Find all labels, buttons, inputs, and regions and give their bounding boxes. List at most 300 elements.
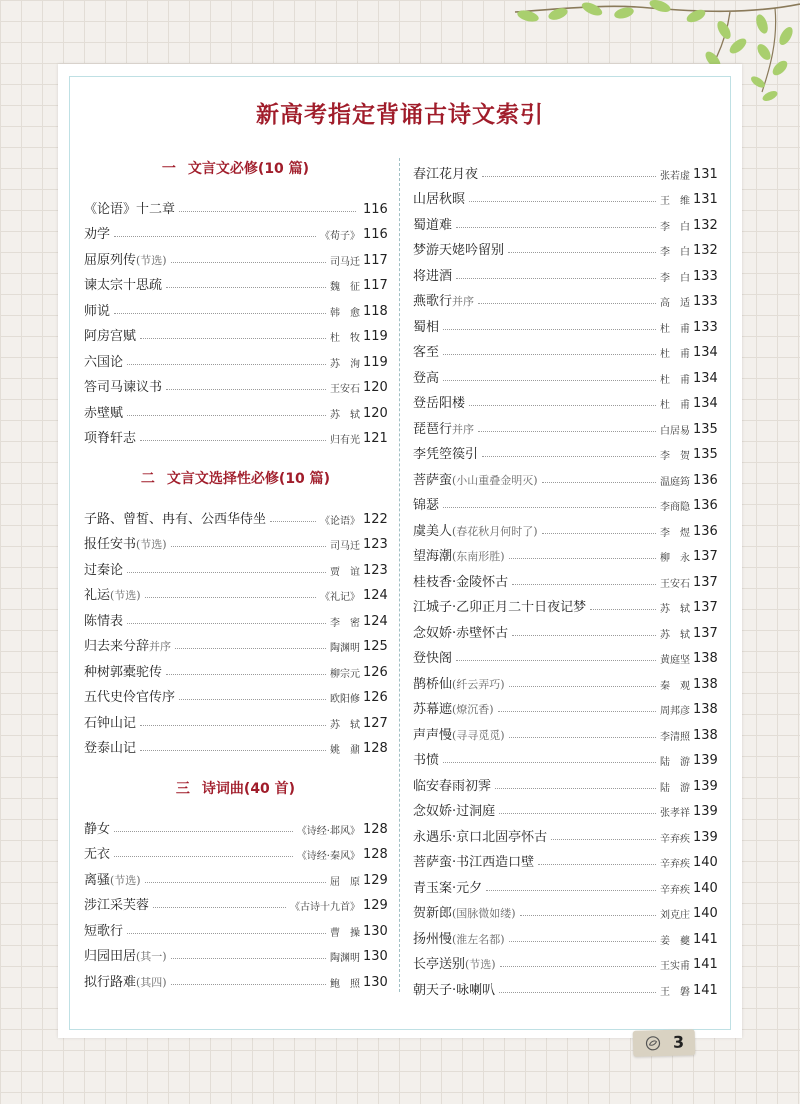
entry-author: 鲍 照 <box>330 978 360 990</box>
leader-dots <box>478 303 656 304</box>
entry-title <box>413 520 538 539</box>
entry-title-text: 梦游天姥吟留别 <box>413 243 505 258</box>
entry-title <box>84 533 167 552</box>
entry-title-text: 谏太宗十思疏 <box>84 278 163 293</box>
entry-page: 138 <box>693 651 718 666</box>
toc-entry <box>84 501 387 527</box>
entry-page: 123 <box>363 537 388 552</box>
entry-page: 137 <box>693 574 718 590</box>
entry-title-text: 五代史伶官传序 <box>84 690 176 705</box>
toc-entry <box>413 309 717 335</box>
entry-author: 李商隐 <box>660 502 690 513</box>
entry-title <box>84 843 110 862</box>
entry-author: 王 磐 <box>660 986 690 998</box>
entry-title <box>84 818 110 837</box>
leader-dots <box>127 572 326 573</box>
entry-title <box>413 188 465 207</box>
entry-title <box>84 610 123 629</box>
toc-entry <box>413 462 717 488</box>
entry-title <box>413 749 439 768</box>
entry-title <box>84 712 136 731</box>
entry-title-text: 锦瑟 <box>413 498 440 513</box>
entry-title-text: 贺新郎 <box>413 906 453 921</box>
entry-title <box>413 290 474 309</box>
toc-entry <box>413 284 717 310</box>
leader-dots <box>456 660 656 661</box>
toc-entry <box>413 845 717 871</box>
entry-title <box>413 724 505 743</box>
toc-entry <box>413 921 717 947</box>
page-number-tab <box>633 1029 696 1057</box>
entry-note: (节选) <box>136 253 167 267</box>
entry-author: 杜 甫 <box>660 400 690 411</box>
entry-page: 140 <box>693 880 718 896</box>
leader-dots <box>175 648 326 649</box>
entry-author: 李 贺 <box>660 451 690 462</box>
entry-author: 《古诗十九首》 <box>290 902 360 913</box>
entry-page: 141 <box>693 931 718 947</box>
entry-title <box>84 971 167 990</box>
entry-author: 高 适 <box>660 298 690 309</box>
toc-entry <box>84 603 387 629</box>
leader-dots <box>508 252 656 253</box>
entry-title <box>84 198 175 217</box>
leader-dots <box>443 329 656 330</box>
entry-author: 温庭筠 <box>660 476 690 488</box>
toc-entry <box>84 913 387 939</box>
leader-dots <box>127 364 326 365</box>
entry-page: 130 <box>363 923 388 939</box>
entry-title-text: 琵琶行 <box>413 421 453 437</box>
entry-title-text: 蜀道难 <box>413 217 453 233</box>
entry-page: 129 <box>363 898 388 913</box>
entry-page: 132 <box>693 217 718 233</box>
entry-title <box>413 341 439 360</box>
entry-title <box>413 851 534 870</box>
toc-entry <box>413 437 717 463</box>
entry-author: 刘克庄 <box>660 910 690 921</box>
toc-entry <box>84 293 387 319</box>
toc-entry <box>84 629 387 655</box>
entry-title <box>413 392 465 411</box>
leader-dots <box>140 338 326 339</box>
leader-dots <box>509 558 656 559</box>
entry-page: 124 <box>363 613 388 629</box>
entry-title <box>413 571 508 590</box>
toc-entry <box>413 513 717 539</box>
entry-page: 118 <box>363 303 388 319</box>
toc-entry <box>84 344 387 370</box>
entry-title-text: 虞美人 <box>413 523 453 539</box>
toc-entry <box>413 233 717 259</box>
entry-title-text: 种树郭橐驼传 <box>84 664 163 680</box>
leader-dots <box>171 546 326 547</box>
entry-title <box>84 635 171 654</box>
entry-author: 柳 永 <box>660 553 690 564</box>
entry-page: 141 <box>693 982 718 998</box>
entry-author: 李 白 <box>660 247 690 258</box>
entry-title-text: 燕歌行 <box>413 294 453 309</box>
leader-dots <box>443 507 656 508</box>
toc-entry <box>84 939 387 965</box>
leader-dots <box>145 597 316 598</box>
entry-author: 陆 游 <box>660 757 690 768</box>
entry-author: 张若虚 <box>660 170 690 182</box>
entry-title-text: 菩萨蛮·书江西造口壁 <box>413 855 535 870</box>
entry-title <box>84 351 123 370</box>
entry-title <box>413 443 478 462</box>
entry-author: 《诗经·秦风》 <box>296 851 360 862</box>
leader-dots <box>478 431 656 432</box>
toc-entry <box>413 564 717 590</box>
entry-author: 苏 轼 <box>330 719 360 731</box>
entry-page: 139 <box>693 804 718 819</box>
entry-author: 贾 谊 <box>330 566 360 578</box>
entry-title-text: 登高 <box>413 370 440 386</box>
leader-dots <box>509 686 656 687</box>
entry-title <box>84 249 167 268</box>
entry-author: 李 煜 <box>660 527 690 539</box>
entry-page: 116 <box>363 201 388 217</box>
entry-page: 119 <box>363 354 388 370</box>
entry-author: 《礼记》 <box>320 592 360 603</box>
toc-entry <box>413 870 717 896</box>
toc-entry <box>84 811 387 837</box>
entry-author: 姚 鼐 <box>330 745 360 756</box>
entry-page: 126 <box>363 690 388 705</box>
entry-author: 司马迁 <box>330 541 360 552</box>
toc-entry <box>84 268 387 294</box>
entry-author: 周邦彦 <box>660 706 690 717</box>
toc-entry <box>413 666 717 692</box>
entry-page: 133 <box>693 294 718 309</box>
leader-dots <box>127 415 326 416</box>
entry-title-text: 登泰山记 <box>84 741 137 756</box>
leader-dots <box>482 176 656 177</box>
entry-page: 140 <box>693 906 718 921</box>
leader-dots <box>486 890 656 891</box>
entry-title-text: 项脊轩志 <box>84 431 137 446</box>
entry-author: 陆 游 <box>660 782 690 794</box>
entry-title <box>84 402 123 421</box>
entry-title-text: 望海潮 <box>413 549 453 564</box>
entry-note: (节选) <box>136 538 167 551</box>
page-title: 新高考指定背诵古诗文索引 <box>256 102 544 128</box>
entry-author: 辛弃疾 <box>660 833 690 845</box>
leader-dots <box>114 236 316 237</box>
toc-entry <box>413 972 717 998</box>
entry-page: 138 <box>693 702 718 717</box>
entry-title-text: 屈原列传 <box>84 252 137 268</box>
entry-note: (其一) <box>136 950 167 963</box>
section-number: 一 <box>161 161 176 177</box>
toc-entry <box>84 527 387 553</box>
entry-note: (节选) <box>110 873 141 887</box>
entry-title <box>413 596 586 615</box>
entry-page: 130 <box>363 949 388 964</box>
section-heading <box>84 768 387 811</box>
entry-note: (寻寻觅觅) <box>452 728 505 742</box>
toc-entry <box>84 191 387 217</box>
entry-author: 杜 甫 <box>660 323 690 335</box>
toc-entry <box>413 207 717 233</box>
entry-author: 王安石 <box>330 384 360 395</box>
entry-title <box>413 418 474 437</box>
entry-author: 归有光 <box>330 435 360 446</box>
leader-dots <box>499 813 656 814</box>
entry-title <box>413 469 538 488</box>
leader-dots <box>127 933 326 934</box>
entry-title-text: 长亭送别 <box>413 957 466 972</box>
entry-page: 136 <box>693 498 718 513</box>
entry-author: 辛弃疾 <box>660 884 690 896</box>
entry-title <box>413 647 452 666</box>
leader-dots <box>538 864 656 865</box>
toc-entry <box>84 862 387 888</box>
entry-page: 128 <box>363 847 388 862</box>
entry-note: (节选) <box>465 958 496 971</box>
entry-author: 陶渊明 <box>330 953 360 964</box>
entry-title-text: 陈情表 <box>84 613 124 629</box>
entry-author: 黄庭坚 <box>660 655 690 666</box>
entry-title-text: 蜀相 <box>413 319 440 335</box>
entry-author: 苏 轼 <box>660 629 690 641</box>
entry-title-text: 江城子·乙卯正月二十日夜记梦 <box>413 600 587 615</box>
leader-dots <box>499 992 656 993</box>
leader-dots <box>520 915 656 916</box>
entry-page: 120 <box>363 405 388 421</box>
entry-title-text: 鹊桥仙 <box>413 676 453 692</box>
entry-title-text: 石钟山记 <box>84 715 137 731</box>
entry-title-text: 登快阁 <box>413 651 453 666</box>
toc-entry <box>413 641 717 667</box>
section-heading <box>84 458 387 501</box>
entry-page: 131 <box>693 192 718 207</box>
entry-author: 杜 牧 <box>330 333 360 344</box>
entry-page: 129 <box>363 872 388 888</box>
section-title: 诗词曲(40 首) <box>201 781 296 797</box>
entry-title <box>84 945 167 964</box>
entry-title-text: 苏幕遮 <box>413 702 453 717</box>
toc-entry <box>413 411 717 437</box>
leader-dots <box>171 958 326 959</box>
entry-title <box>413 979 495 998</box>
toc-entry <box>84 680 387 706</box>
entry-title-text: 报任安书 <box>84 537 137 552</box>
toc-entry <box>84 705 387 731</box>
entry-note: 并序 <box>452 295 475 308</box>
entry-title-text: 赤壁赋 <box>84 405 124 421</box>
entry-page: 139 <box>693 753 718 768</box>
toc-entry <box>413 335 717 361</box>
entry-page: 123 <box>363 562 388 578</box>
entry-title <box>413 800 495 819</box>
entry-author: 王 维 <box>660 196 690 207</box>
left-column <box>84 148 387 990</box>
entry-note: (燎沉香) <box>452 703 494 716</box>
leader-dots <box>469 405 656 406</box>
entry-note: (其四) <box>136 975 167 989</box>
entry-title-text: 登岳阳楼 <box>413 396 466 411</box>
leader-dots <box>153 907 286 908</box>
entry-page: 122 <box>363 511 388 527</box>
entry-title <box>84 325 136 344</box>
entry-title-text: 将进酒 <box>413 268 453 284</box>
entry-title-text: 劝学 <box>84 227 111 242</box>
entry-title <box>84 376 162 395</box>
entry-title <box>84 661 162 680</box>
entry-title-text: 师说 <box>84 303 111 319</box>
entry-page: 131 <box>693 166 718 182</box>
toc-entry <box>413 156 717 182</box>
leader-dots <box>179 211 356 212</box>
toc-entry <box>413 819 717 845</box>
entry-title <box>84 427 136 446</box>
entry-note: (小山重叠金明灭) <box>452 473 538 487</box>
entry-note: 并序 <box>452 422 475 436</box>
entry-title-text: 青玉案·元夕 <box>413 880 483 896</box>
entry-title <box>413 877 482 896</box>
entry-title-text: 念奴娇·赤壁怀古 <box>413 625 509 641</box>
entry-author: 屈 原 <box>330 876 360 888</box>
entry-page: 124 <box>363 588 388 603</box>
entry-author: 苏 洵 <box>330 358 360 370</box>
leader-dots <box>166 389 326 390</box>
leader-dots <box>443 380 656 381</box>
entry-title <box>84 686 175 705</box>
leader-dots <box>498 711 656 712</box>
toc-entry <box>84 370 387 396</box>
toc-entry <box>84 217 387 243</box>
entry-author: 曹 操 <box>330 927 360 939</box>
entry-page: 138 <box>693 676 718 692</box>
entry-title <box>84 920 123 939</box>
toc-entry <box>413 386 717 412</box>
entry-title <box>413 673 505 692</box>
entry-title <box>413 265 452 284</box>
entry-note: (纤云弄巧) <box>452 677 505 691</box>
leader-dots <box>145 882 326 883</box>
entry-title-text: 《论语》十二章 <box>84 201 176 217</box>
entry-page: 130 <box>363 974 388 990</box>
entry-page: 116 <box>363 227 388 242</box>
leader-dots <box>166 674 326 675</box>
leader-dots <box>140 440 326 441</box>
entry-title-text: 念奴娇·过洞庭 <box>413 804 496 819</box>
entry-page: 125 <box>363 639 388 654</box>
toc-entry <box>413 615 717 641</box>
leader-dots <box>495 788 656 789</box>
entry-title <box>84 508 266 527</box>
toc-entry <box>84 888 387 914</box>
entry-title <box>413 163 478 182</box>
toc-entry <box>413 717 717 743</box>
leader-dots <box>127 623 326 624</box>
entry-author: 苏 轼 <box>330 409 360 421</box>
section-title: 文言文必修(10 篇) <box>187 161 310 177</box>
entry-title <box>413 214 452 233</box>
entry-page: 138 <box>693 727 718 743</box>
entry-title <box>84 274 162 293</box>
entry-page: 139 <box>693 829 718 845</box>
entry-title-text: 客至 <box>413 345 440 360</box>
right-column <box>413 156 717 998</box>
entry-page: 128 <box>363 741 388 756</box>
entry-author: 《论语》 <box>320 515 360 527</box>
entry-page: 140 <box>693 855 718 870</box>
entry-title <box>413 698 494 717</box>
leader-dots <box>482 456 656 457</box>
toc-entry <box>413 947 717 973</box>
entry-author: 杜 甫 <box>660 349 690 360</box>
section-number: 二 <box>140 471 155 487</box>
leader-dots <box>542 482 656 483</box>
toc-entry <box>413 794 717 820</box>
entry-title <box>413 953 496 972</box>
leader-dots <box>542 533 656 534</box>
entry-title-text: 阿房宫赋 <box>84 329 137 344</box>
toc-entry <box>413 692 717 718</box>
entry-title-text: 无衣 <box>84 847 111 862</box>
toc-entry <box>413 768 717 794</box>
entry-page: 137 <box>693 625 718 641</box>
leader-dots <box>140 750 326 751</box>
entry-title-text: 归园田居 <box>84 949 137 964</box>
entry-page: 137 <box>693 549 718 564</box>
entry-page: 121 <box>363 431 388 446</box>
entry-author: 李 白 <box>660 221 690 233</box>
leader-dots <box>166 287 326 288</box>
entry-author: 姜 夔 <box>660 935 690 947</box>
entry-title-text: 六国论 <box>84 354 124 370</box>
toc-entry <box>413 488 717 514</box>
section-title: 文言文选择性必修(10 篇) <box>166 471 331 487</box>
entry-title-text: 声声慢 <box>413 727 453 743</box>
leader-dots <box>114 313 326 314</box>
entry-title-text: 春江花月夜 <box>413 166 479 182</box>
entry-note: (节选) <box>110 589 141 602</box>
entry-page: 127 <box>363 715 388 731</box>
leaf-icon <box>645 1035 661 1051</box>
section-heading <box>84 148 387 191</box>
entry-title <box>84 559 123 578</box>
toc-entry <box>84 319 387 345</box>
entry-title <box>413 902 516 921</box>
entry-author: 李清照 <box>660 731 690 743</box>
entry-author: 白居易 <box>660 425 690 437</box>
entry-author: 王实甫 <box>660 961 690 972</box>
leader-dots <box>512 584 656 585</box>
entry-title-text: 答司马谏议书 <box>84 380 163 395</box>
entry-title-text: 静女 <box>84 821 111 837</box>
entry-page: 117 <box>363 252 388 268</box>
entry-note: (淮左名都) <box>452 932 505 946</box>
entry-title <box>84 223 110 242</box>
toc-entry <box>413 182 717 208</box>
entry-page: 117 <box>363 278 388 293</box>
leader-dots <box>509 941 656 942</box>
entry-note: (东南形胜) <box>452 550 505 563</box>
entry-title <box>84 737 136 756</box>
toc-entry <box>84 242 387 268</box>
entry-author: 秦 观 <box>660 680 690 692</box>
entry-title-text: 永遇乐·京口北固亭怀古 <box>413 829 548 845</box>
entry-title-text: 礼运 <box>84 588 111 603</box>
toc-entry <box>84 552 387 578</box>
entry-page: 133 <box>693 319 718 335</box>
entry-page: 134 <box>693 345 718 360</box>
toc-entry <box>84 837 387 863</box>
